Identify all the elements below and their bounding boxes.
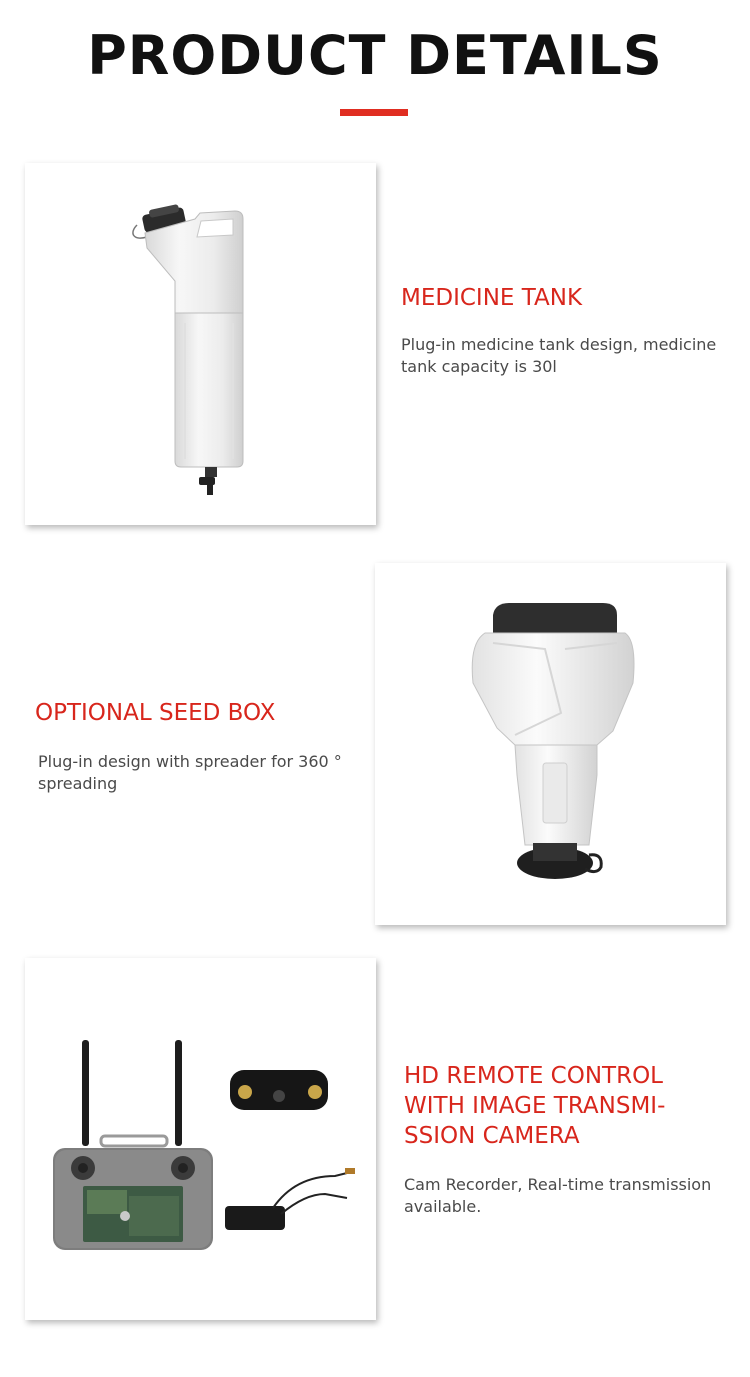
remote-control-camera-image — [25, 958, 376, 1320]
title-underline — [340, 109, 408, 116]
feature-desc-seed-box: Plug-in design with spreader for 360 ° spreading — [38, 752, 342, 793]
feature-title-medicine-tank: MEDICINE TANK — [401, 285, 583, 311]
page-title: PRODUCT DETAILS — [87, 24, 663, 87]
feature-title-remote-control: HD REMOTE CONTROL WITH IMAGE TRANSMI-SSION CAMERA — [404, 1063, 666, 1149]
feature-desc-medicine-tank: Plug-in medicine tank design, medicine tank capacity is 30l — [401, 335, 717, 376]
feature-title-seed-box: OPTIONAL SEED BOX — [35, 700, 276, 726]
medicine-tank-image — [25, 163, 376, 525]
feature-card-medicine-tank — [25, 163, 376, 525]
feature-card-remote-control — [25, 958, 376, 1320]
seed-box-image — [375, 563, 726, 925]
feature-card-seed-box — [375, 563, 726, 925]
feature-desc-remote-control: Cam Recorder, Real-time transmission available. — [404, 1175, 712, 1216]
